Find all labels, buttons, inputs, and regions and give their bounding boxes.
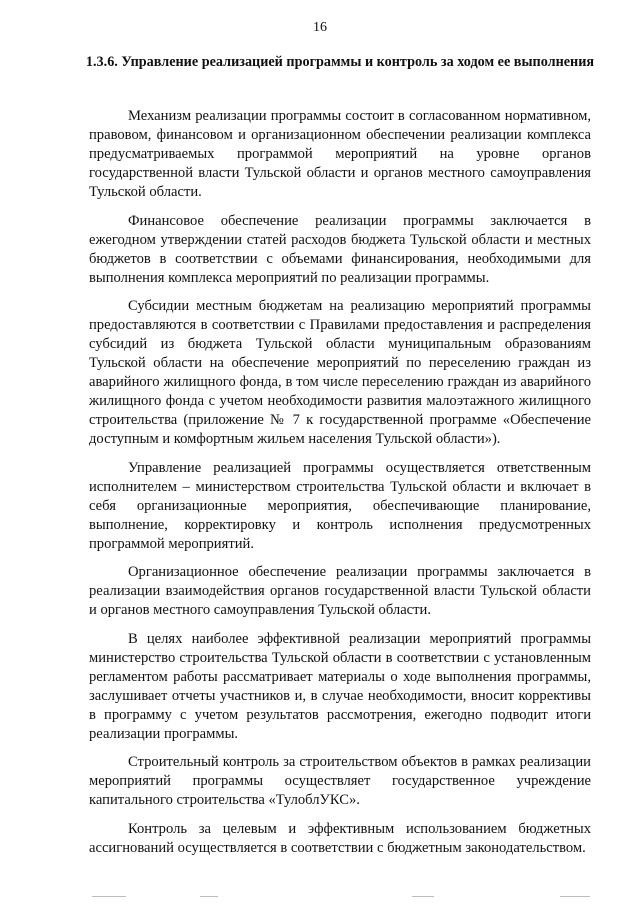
paragraph-financing: Финансовое обеспечение реализации программы заключается в ежегодном утверждении статей расходов бюджета Тульской области и местных бюджетов в соответствии с объемами финансирования, необходимыми для выполнения комплекса мероприятий по реализации программы. <box>89 212 591 286</box>
scan-artifact <box>560 896 590 897</box>
paragraph-subsidies: Субсидии местным бюджетам на реализацию мероприятий программы предоставляются в соответствии с Правилами предоставления и распределения субсидий из бюджета Тульской области муниципальным образованиям Тульской области на обеспечение мероприятий по переселению граждан из аварийного жилищного фонда, в том числе переселению граждан из аварийного жилищного фонда с учетом необходимости развития малоэтажного жилищного строительства (приложение № 7 к государственной программе «Обеспечение доступным и комфортным жильем населения Тульской области»). <box>89 298 591 447</box>
scan-artifact <box>412 896 434 897</box>
paragraph-efficiency: В целях наиболее эффективной реализации мероприятий программы министерство строительства Тульской области в соответствии с установленным регламентом работы рассматривает материалы о ходе выполнения программы, заслушивает отчеты участников и, в случае необходимости, вносит коррективы в программу с учетом результатов рассмотрения, ежегодно подводит итоги реализации программы. <box>89 630 591 742</box>
paragraph-budget-control: Контроль за целевым и эффективным использованием бюджетных ассигнований осуществляется в соответствии с бюджетным законодательством. <box>89 820 591 856</box>
page-number: 16 <box>313 20 327 35</box>
section-heading: 1.3.6. Управление реализацией программы и контроль за ходом ее выполнения <box>85 54 595 70</box>
document-body <box>89 107 591 858</box>
scan-artifact <box>92 896 126 897</box>
paragraph-construction-control: Строительный контроль за строительством объектов в рамках реализации мероприятий программы осуществляет государственное учреждение капитального строительства «ТулоблУКС». <box>89 754 591 808</box>
paragraph-organizational: Организационное обеспечение реализации программы заключается в реализации взаимодействия органов государственной власти Тульской области и органов местного самоуправления Тульской области. <box>89 564 591 618</box>
paragraph-management: Управление реализацией программы осуществляется ответственным исполнителем – министерством строительства Тульской области и включает в себя организационные мероприятия, обеспечивающие планирование, выполнение, корректировку и контроль исполнения предусмотренных программой мероприятий. <box>89 459 591 552</box>
scan-artifact <box>200 896 218 897</box>
paragraph-mechanism: Механизм реализации программы состоит в согласованном нормативном, правовом, финансовом и организационном обеспечении реализации комплекса предусматриваемых программой мероприятий на уровне органов государственной власти Тульской области и органов местного самоуправления Тульской области. <box>89 108 591 200</box>
